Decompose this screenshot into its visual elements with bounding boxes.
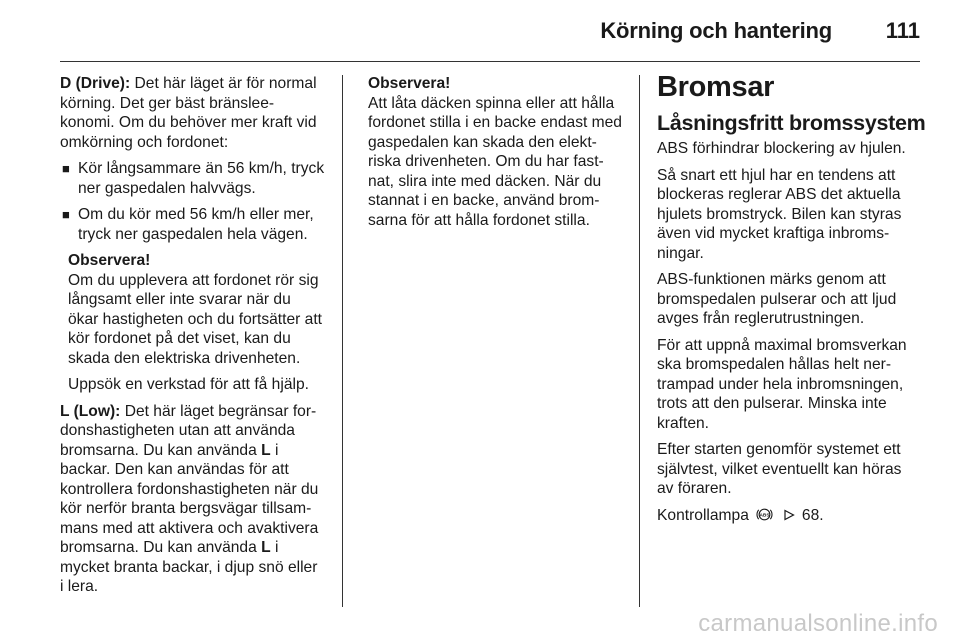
low-label: L (Low):: [60, 402, 121, 420]
low-line: donshastigheten utan att använda: [60, 422, 295, 439]
note-line: riska drivenheten. Om du har fast-: [368, 153, 604, 170]
body-line: hjulets bromstryck. Bilen kan styras: [657, 205, 902, 223]
low-line: Det här läget begränsar for-: [124, 402, 317, 420]
control-lamp-label: Kontrollampa: [657, 506, 749, 524]
watermark: carmanualsonline.info: [698, 610, 938, 637]
drive-line: Det här läget är för normal: [134, 75, 317, 92]
body-line: ningar.: [657, 244, 704, 262]
body-line: trots att den pulserar. Minska inte: [657, 395, 887, 412]
abs-warning-lamp-icon: [756, 506, 773, 523]
drive-line: omkörning och fordonet:: [60, 133, 229, 151]
drive-line: konomi. Om du behöver mer kraft vid: [60, 114, 317, 131]
column-2: [368, 74, 630, 237]
bullet-line: ner gaspedalen halvvägs.: [78, 179, 256, 197]
body-line: ska bromspedalen hållas helt ner-: [657, 356, 892, 373]
body-line: även vid mycket kraftiga inbroms-: [657, 225, 890, 242]
note-title: Observera!: [368, 75, 451, 92]
low-letter: L: [261, 539, 271, 556]
low-line: mycket branta backar, i djup snö eller: [60, 558, 318, 576]
note-block: [368, 74, 630, 230]
body-line: För att uppnå maximal bromsverkan: [657, 336, 907, 354]
note-line: sarna för att hålla fordonet stilla.: [368, 211, 590, 229]
svg-text:ABS: ABS: [759, 512, 770, 518]
bullet-line: Kör långsammare än 56 km/h, tryck: [78, 160, 325, 177]
low-line: backar. Den kan användas för att: [60, 461, 289, 478]
note-line: fordonet stilla i en backe endast med: [368, 114, 622, 131]
low-paragraph: [60, 402, 336, 597]
page-reference-triangle-icon: [783, 509, 795, 521]
note-line: långsamt eller inte svarar när du: [68, 291, 291, 308]
bullet-item: [60, 205, 336, 244]
header-rule: [60, 61, 920, 62]
drive-paragraph: [60, 74, 336, 152]
low-line: bromsarna. Du kan använda: [60, 441, 262, 459]
bullet-item: [60, 159, 336, 198]
bullet-square-icon: ■: [62, 207, 70, 222]
body-line: Efter starten genomför systemet ett: [657, 441, 901, 458]
bullet-square-icon: ■: [62, 161, 70, 176]
body-line: blockeras reglerar ABS det aktuella: [657, 186, 901, 203]
body-line: bromspedalen pulserar och att ljud: [657, 290, 897, 308]
column-divider-1: [342, 75, 343, 607]
body-line: kraften.: [657, 414, 710, 432]
low-line: kör nerför branta bergsvägar tillsam-: [60, 500, 312, 517]
control-lamp-page-ref[interactable]: 68.: [801, 506, 824, 524]
running-header-title: Körning och hantering: [600, 18, 832, 43]
body-line: av föraren.: [657, 480, 732, 497]
bullet-line: Om du kör med 56 km/h eller mer,: [78, 206, 314, 223]
low-line: i: [270, 539, 279, 556]
note-line: skada den elektriska drivenheten.: [68, 349, 301, 367]
control-lamp-line: [657, 506, 927, 526]
body-line: avges från reglerutrustningen.: [657, 310, 865, 327]
body-line: trampad under hela inbromsningen,: [657, 375, 904, 393]
drive-line: körning. Det ger bäst bränslee-: [60, 94, 275, 112]
low-letter: L: [261, 441, 271, 459]
note-line: stannat i en backe, använd brom-: [368, 192, 600, 209]
note-title: Observera!: [68, 252, 151, 269]
note-line: ökar hastigheten och du fortsätter att: [68, 310, 322, 328]
section-heading: Bromsar: [657, 71, 775, 103]
note-visit-text: Uppsök en verkstad för att få hjälp.: [68, 376, 309, 393]
page-number: 111: [885, 18, 920, 43]
body-line: ABS förhindrar blockering av hjulen.: [657, 140, 906, 157]
drive-label: D (Drive):: [60, 75, 131, 92]
note-line: Att låta däcken spinna eller att hålla: [368, 94, 615, 112]
note-line: gaspedalen kan skada den elekt-: [368, 133, 597, 151]
body-line: Så snart ett hjul har en tendens att: [657, 166, 896, 184]
column-3: [657, 70, 927, 532]
body-line: självtest, vilket eventuellt kan höras: [657, 460, 902, 478]
low-line: mans med att aktivera och avaktivera: [60, 519, 319, 537]
note-line: kör fordonet på det viset, kan du: [68, 330, 291, 347]
column-1: [60, 74, 336, 604]
low-line: i lera.: [60, 578, 99, 595]
note-block: [60, 251, 336, 395]
bullet-line: tryck ner gaspedalen hela vägen.: [78, 225, 308, 243]
low-line: kontrollera fordonshastigheten när du: [60, 480, 319, 498]
low-line: i: [270, 441, 279, 459]
low-line: bromsarna. Du kan använda: [60, 539, 262, 556]
column-divider-2: [639, 75, 640, 607]
note-line: nat, slira inte med däcken. När du: [368, 172, 602, 190]
body-line: ABS-funktionen märks genom att: [657, 271, 886, 288]
subsection-heading: Låsningsfritt bromssystem: [657, 111, 926, 135]
note-line: Om du upplevera att fordonet rör sig: [68, 271, 319, 289]
